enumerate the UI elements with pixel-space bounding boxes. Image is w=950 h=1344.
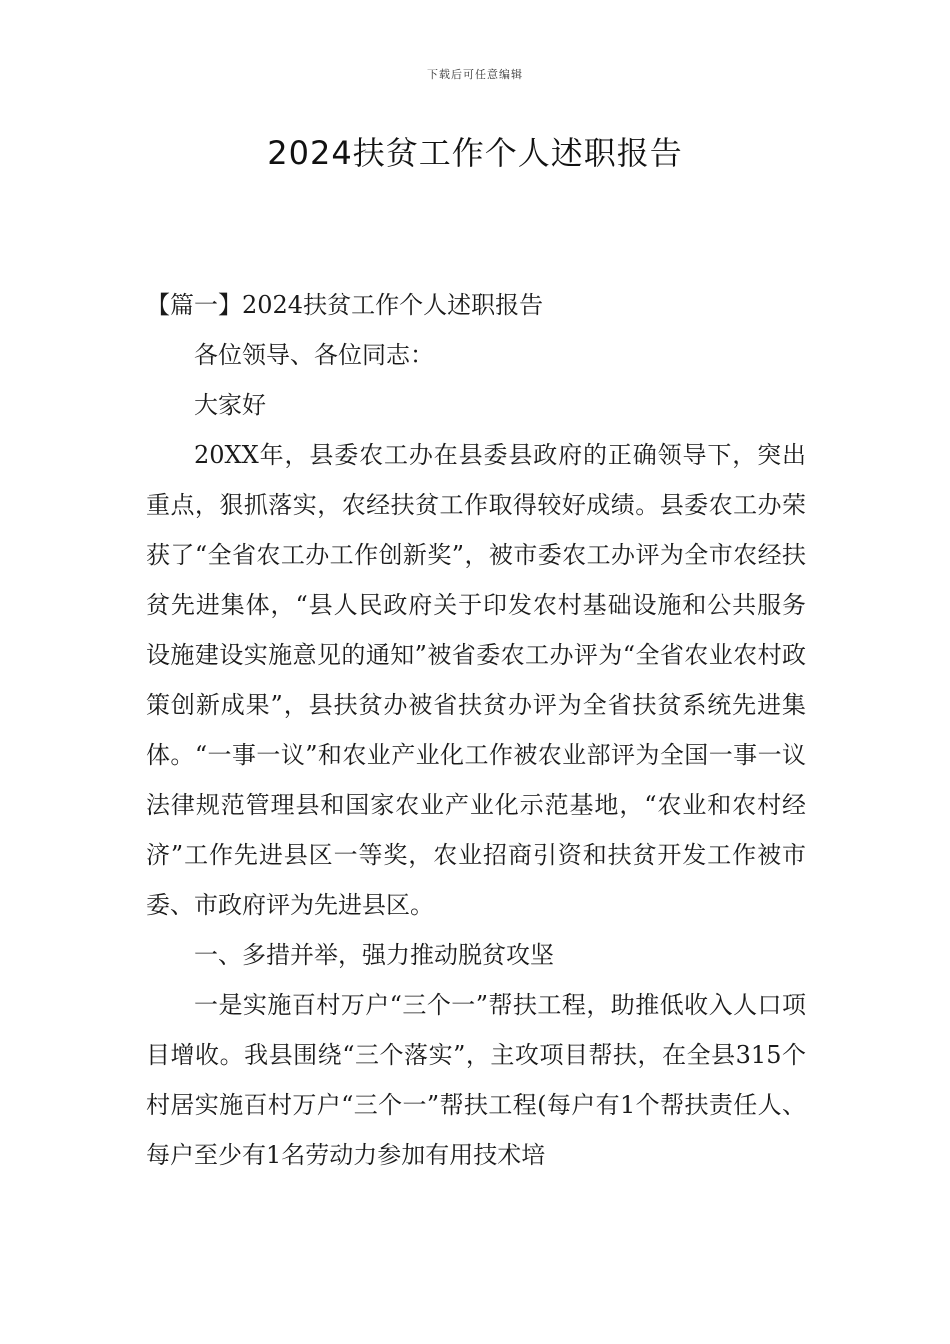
greeting-paragraph: 大家好 <box>194 391 266 419</box>
salutation-paragraph: 各位领导、各位同志： <box>194 341 434 369</box>
document-title: 2024扶贫工作个人述职报告 <box>267 134 683 172</box>
subsection-heading: 一、多措并举，强力推动脱贫攻坚 <box>194 941 554 969</box>
body-paragraph: 20XX年，县委农工办在县委县政府的正确领导下，突出重点，狠抓落实，农经扶贫工作取得较好成绩。县委农工办荣获了“全省农工办工作创新奖”，被市委农工办评为全市农经扶贫先进集体，“县人民政府关于印发农村基础设施和公共服务设施建设实施意见的通知”被省委农工办评为“全省农业农村政策创新成果”，县扶贫办被省扶贫办评为全省扶贫系统先进集体。“一事一议”和农业产业化工作被农业部评为全国一事一议法律规范管理县和国家农业产业化示范基地，“农业和农村经济”工作先进县区一等奖，农业招商引资和扶贫开发工作被市委、市政府评为先进县区。 <box>146 441 806 919</box>
document-body <box>146 280 806 1180</box>
section-heading: 【篇一】2024扶贫工作个人述职报告 <box>146 291 544 319</box>
body-paragraph: 一是实施百村万户“三个一”帮扶工程，助推低收入人口项目增收。我县围绕“三个落实”，主攻项目帮扶，在全县315个村居实施百村万户“三个一”帮扶工程(每户有1个帮扶责任人、每户至少有1名劳动力参加有用技术培 <box>146 991 806 1169</box>
header-note: 下载后可任意编辑 <box>427 68 523 81</box>
